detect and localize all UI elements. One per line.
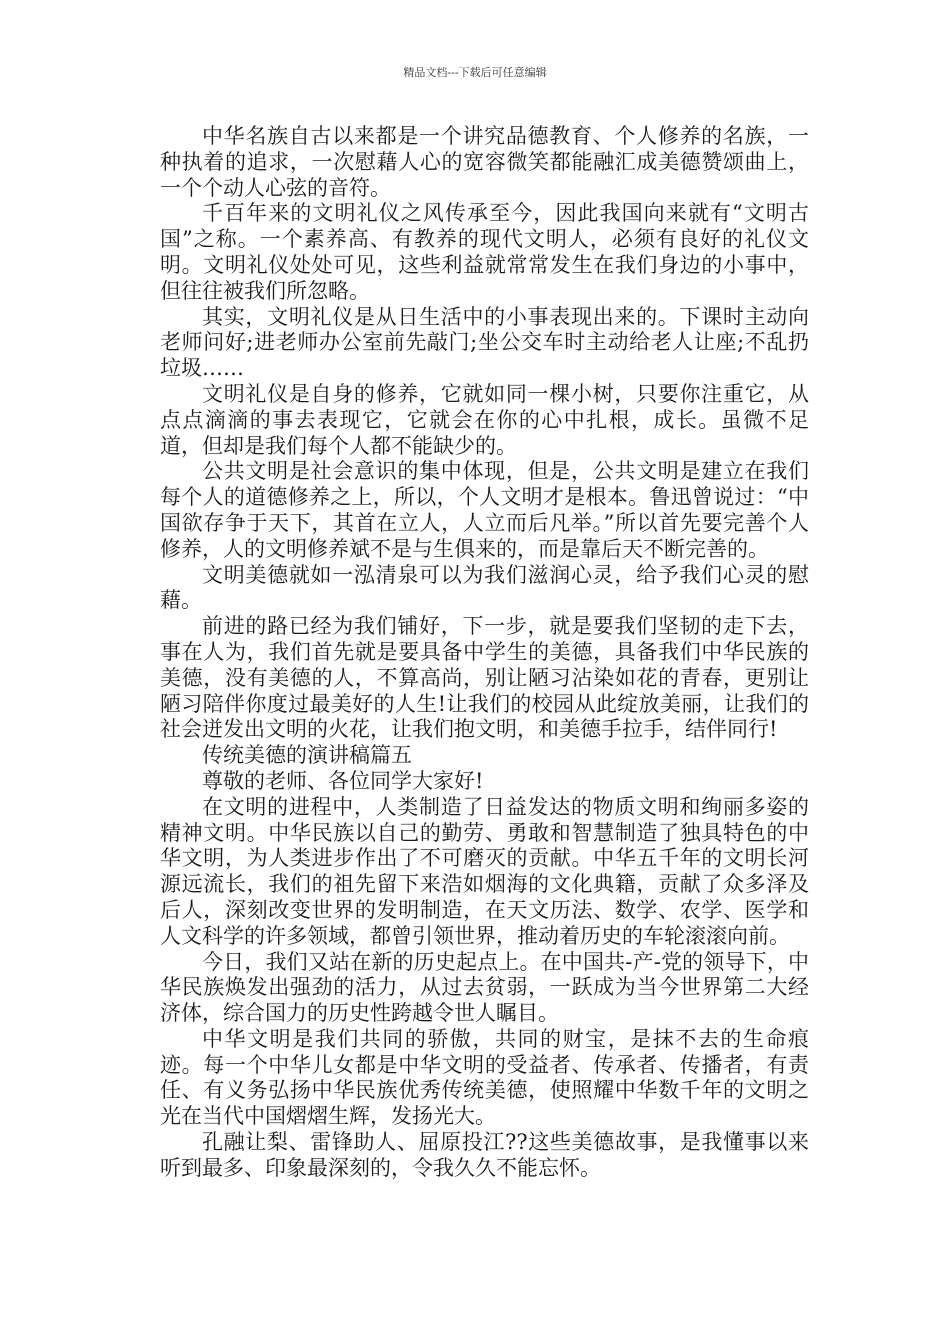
paragraph: 中华文明是我们共同的骄傲，共同的财宝，是抹不去的生命痕迹。每一个中华儿女都是中华文明的受益者、传承者、传播者，有责任、有义务弘扬中华民族优秀传统美德，使照耀中华数千年的文明之光在当代中国熠熠生辉，发扬光大。	[160, 1026, 809, 1129]
paragraph: 在文明的进程中，人类制造了日益发达的物质文明和绚丽多姿的精神文明。中华民族以自己的勤劳、勇敢和智慧制造了独具特色的中华文明，为人类进步作出了不可磨灭的贡献。中华五千年的文明长河源远流长，我们的祖先留下来浩如烟海的文化典籍，贡献了众多泽及后人，深刻改变世界的发明制造，在天文历法、数学、农学、医学和人文科学的许多领域，都曾引领世界，推动着历史的车轮滚滚向前。	[160, 794, 809, 948]
paragraph: 文明礼仪是自身的修养，它就如同一棵小树，只要你注重它，从点点滴滴的事去表现它，它就会在你的心中扎根，成长。虽微不足道，但却是我们每个人都不能缺少的。	[160, 381, 809, 458]
salutation: 尊敬的老师、各位同学大家好!	[202, 768, 484, 793]
paragraph: 其实，文明礼仪是从日生活中的小事表现出来的。下课时主动向老师问好;进老师办公室前先敲门;坐公交车时主动给老人让座;不乱扔垃圾……	[160, 304, 809, 381]
paragraph: 今日，我们又站在新的历史起点上。在中国共-产-党的领导下，中华民族焕发出强劲的活力，从过去贫弱，一跃成为当今世界第二大经济体，综合国力的历史性跨越令世人瞩目。	[160, 949, 809, 1026]
document-body	[160, 124, 809, 1182]
paragraph: 孔融让梨、雷锋助人、屈原投江??这些美德故事，是我懂事以来听到最多、印象最深刻的，令我久久不能忘怀。	[160, 1130, 809, 1180]
section-title: 传统美德的演讲稿篇五	[202, 743, 412, 768]
paragraph: 中华名族自古以来都是一个讲究品德教育、个人修养的名族，一种执着的追求，一次慰藉人心的宽容微笑都能融汇成美德赞颂曲上，一个个动人心弦的音符。	[160, 124, 809, 200]
paragraph: 千百年来的文明礼仪之风传承至今，因此我国向来就有“文明古国”之称。一个素养高、有教养的现代文明人，必须有良好的礼仪文明。文明礼仪处处可见，这些利益就常常发生在我们身边的小事中，但往往被我们所忽略。	[160, 201, 809, 303]
page-header: 精品文档---下载后可任意编辑	[403, 66, 547, 79]
paragraph: 文明美德就如一泓清泉可以为我们滋润心灵，给予我们心灵的慰藉。	[160, 562, 809, 613]
paragraph: 公共文明是社会意识的集中体现，但是，公共文明是建立在我们每个人的道德修养之上，所以，个人文明才是根本。鲁迅曾说过：“中国欲存争于天下，其首在立人，人立而后凡举。”所以首先要完善个人修养，人的文明修养斌不是与生俱来的，而是靠后天不断完善的。	[160, 459, 809, 561]
paragraph: 前进的路已经为我们铺好，下一步，就是要我们坚韧的走下去，事在人为，我们首先就是要具备中学生的美德，具备我们中华民族的美德，没有美德的人，不算高尚，别让陋习沾染如花的青春，更别让陋习陪伴你度过最美好的人生!让我们的校园从此绽放美丽，让我们的社会迸发出文明的火花，让我们抱文明，和美德手拉手，结伴同行!	[160, 614, 809, 742]
